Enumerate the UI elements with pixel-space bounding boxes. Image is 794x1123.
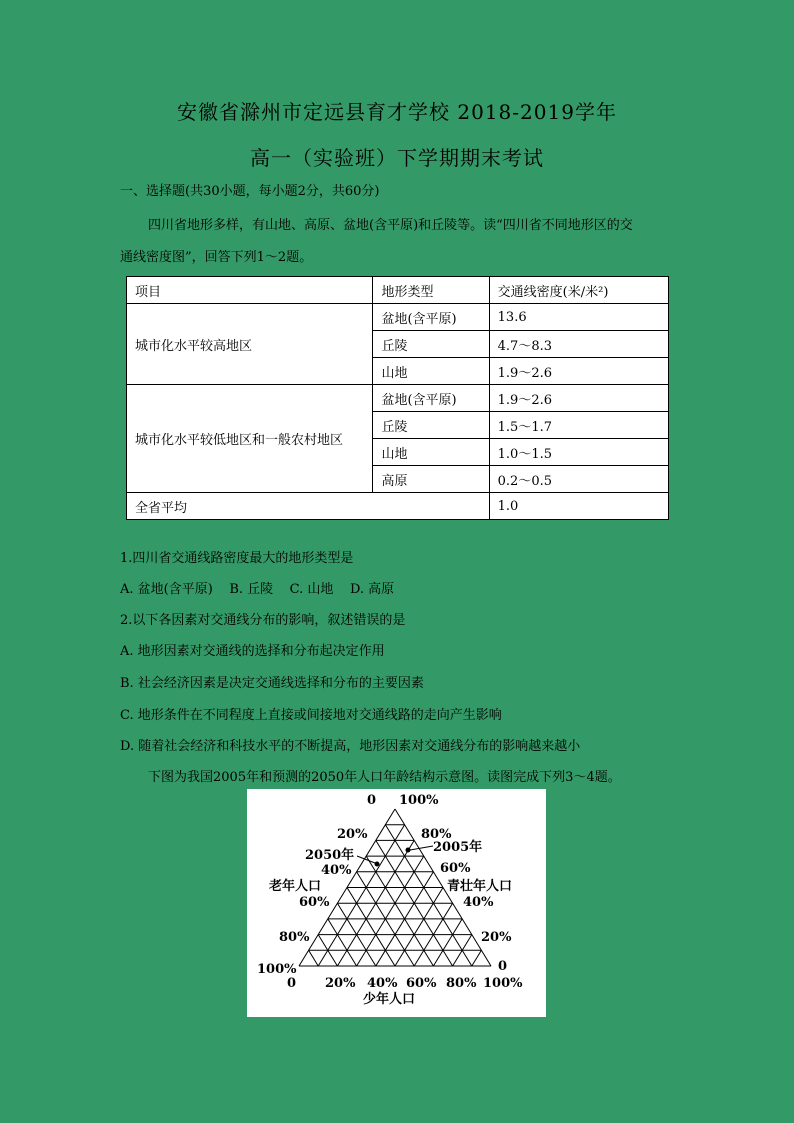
header-item: 项目	[127, 277, 373, 304]
q2-option-d: D. 随着社会经济和科技水平的不断提高，地形因素对交通线分布的影响越来越小	[120, 739, 581, 754]
left-tick-100: 100%	[257, 962, 297, 977]
density-table	[126, 276, 669, 520]
left-tick-40: 40%	[321, 863, 352, 878]
q2-option-b: B. 社会经济因素是决定交通线选择和分布的主要因素	[120, 676, 424, 691]
avg-value: 1.0	[489, 493, 668, 520]
group-label-high: 城市化水平较高地区	[127, 304, 373, 385]
density-cell: 1.0～1.5	[489, 439, 668, 466]
point-2005	[406, 848, 411, 853]
bottom-tick-20: 20%	[325, 976, 356, 991]
bottom-tick-60: 60%	[406, 976, 437, 991]
q2-option-c: C. 地形条件在不同程度上直接或间接地对交通线路的走向产生影响	[120, 708, 502, 723]
right-tick-0: 0	[498, 959, 508, 974]
group-label-low: 城市化水平较低地区和一般农村地区	[127, 385, 373, 493]
q2-stem: 2.以下各因素对交通线分布的影响，叙述错误的是	[120, 613, 406, 628]
intro-line-1: 四川省地形多样，有山地、高原、盆地(含平原)和丘陵等。读“四川省不同地形区的交	[148, 218, 633, 233]
q1-options: A. 盆地(含平原) B. 丘陵 C. 山地 D. 高原	[120, 582, 395, 597]
header-density: 交通线密度(米/米²)	[489, 277, 668, 304]
density-cell: 1.9～2.6	[489, 358, 668, 385]
table-avg-row	[127, 493, 669, 520]
density-cell: 1.9～2.6	[489, 385, 668, 412]
pointer-2005	[410, 846, 433, 850]
right-tick-60: 60%	[440, 861, 471, 876]
bottom-tick-40: 40%	[367, 976, 398, 991]
terrain-cell: 盆地(含平原)	[373, 304, 489, 331]
top-zero-label: 0	[367, 793, 377, 808]
bottom-tick-100: 100%	[483, 976, 523, 991]
left-tick-60: 60%	[299, 895, 330, 910]
label-2005: 2005年	[433, 840, 483, 855]
title-line-1: 安徽省滁州市定远县育才学校 2018-2019学年	[177, 100, 617, 124]
density-cell: 0.2～0.5	[489, 466, 668, 493]
grid-line	[347, 888, 395, 967]
grid-line	[318, 825, 404, 966]
q1-stem: 1.四川省交通线路密度最大的地形类型是	[120, 551, 354, 566]
terrain-cell: 山地	[373, 439, 489, 466]
intro-2: 下图为我国2005年和预测的2050年人口年龄结构示意图。读图完成下列3～4题。	[148, 770, 621, 785]
left-tick-20: 20%	[337, 827, 368, 842]
age-structure-figure	[247, 789, 546, 1017]
terrain-cell: 丘陵	[373, 331, 489, 358]
terrain-cell: 丘陵	[373, 412, 489, 439]
left-tick-80: 80%	[279, 930, 310, 945]
bottom-tick-80: 80%	[446, 976, 477, 991]
title-line-2: 高一（实验班）下学期期末考试	[250, 146, 544, 170]
grid-line	[309, 950, 319, 966]
top-hundred-label: 100%	[399, 793, 439, 808]
terrain-cell: 高原	[373, 466, 489, 493]
axis-label-elderly: 老年人口	[269, 879, 322, 894]
grid-line	[472, 950, 482, 966]
q2-option-a: A. 地形因素对交通线的选择和分布起决定作用	[120, 644, 385, 659]
table-header-row	[127, 277, 669, 304]
header-terrain: 地形类型	[373, 277, 489, 304]
right-tick-40: 40%	[463, 895, 494, 910]
density-cell: 4.7～8.3	[489, 331, 668, 358]
terrain-cell: 盆地(含平原)	[373, 385, 489, 412]
intro-line-2: 通线密度图”，回答下列1～2题。	[120, 250, 313, 265]
density-cell: 1.5～1.7	[489, 412, 668, 439]
density-cell: 13.6	[489, 304, 668, 331]
point-2050	[375, 862, 380, 867]
avg-label: 全省平均	[127, 493, 490, 520]
ternary-diagram	[247, 789, 546, 1017]
label-2050: 2050年	[305, 848, 355, 863]
table-row	[127, 304, 669, 331]
section-heading: 一、选择题(共30小题，每小题2分，共60分)	[120, 184, 380, 199]
axis-label-working-age: 青壮年人口	[447, 879, 513, 894]
grid-line	[357, 856, 424, 966]
axis-label-youth: 少年人口	[363, 992, 416, 1007]
bottom-tick-0: 0	[287, 976, 297, 991]
grid-line	[395, 888, 443, 967]
terrain-cell: 山地	[373, 358, 489, 385]
right-tick-20: 20%	[481, 930, 512, 945]
grid-line	[366, 856, 433, 966]
table-row	[127, 385, 669, 412]
right-tick-80: 80%	[421, 827, 452, 842]
